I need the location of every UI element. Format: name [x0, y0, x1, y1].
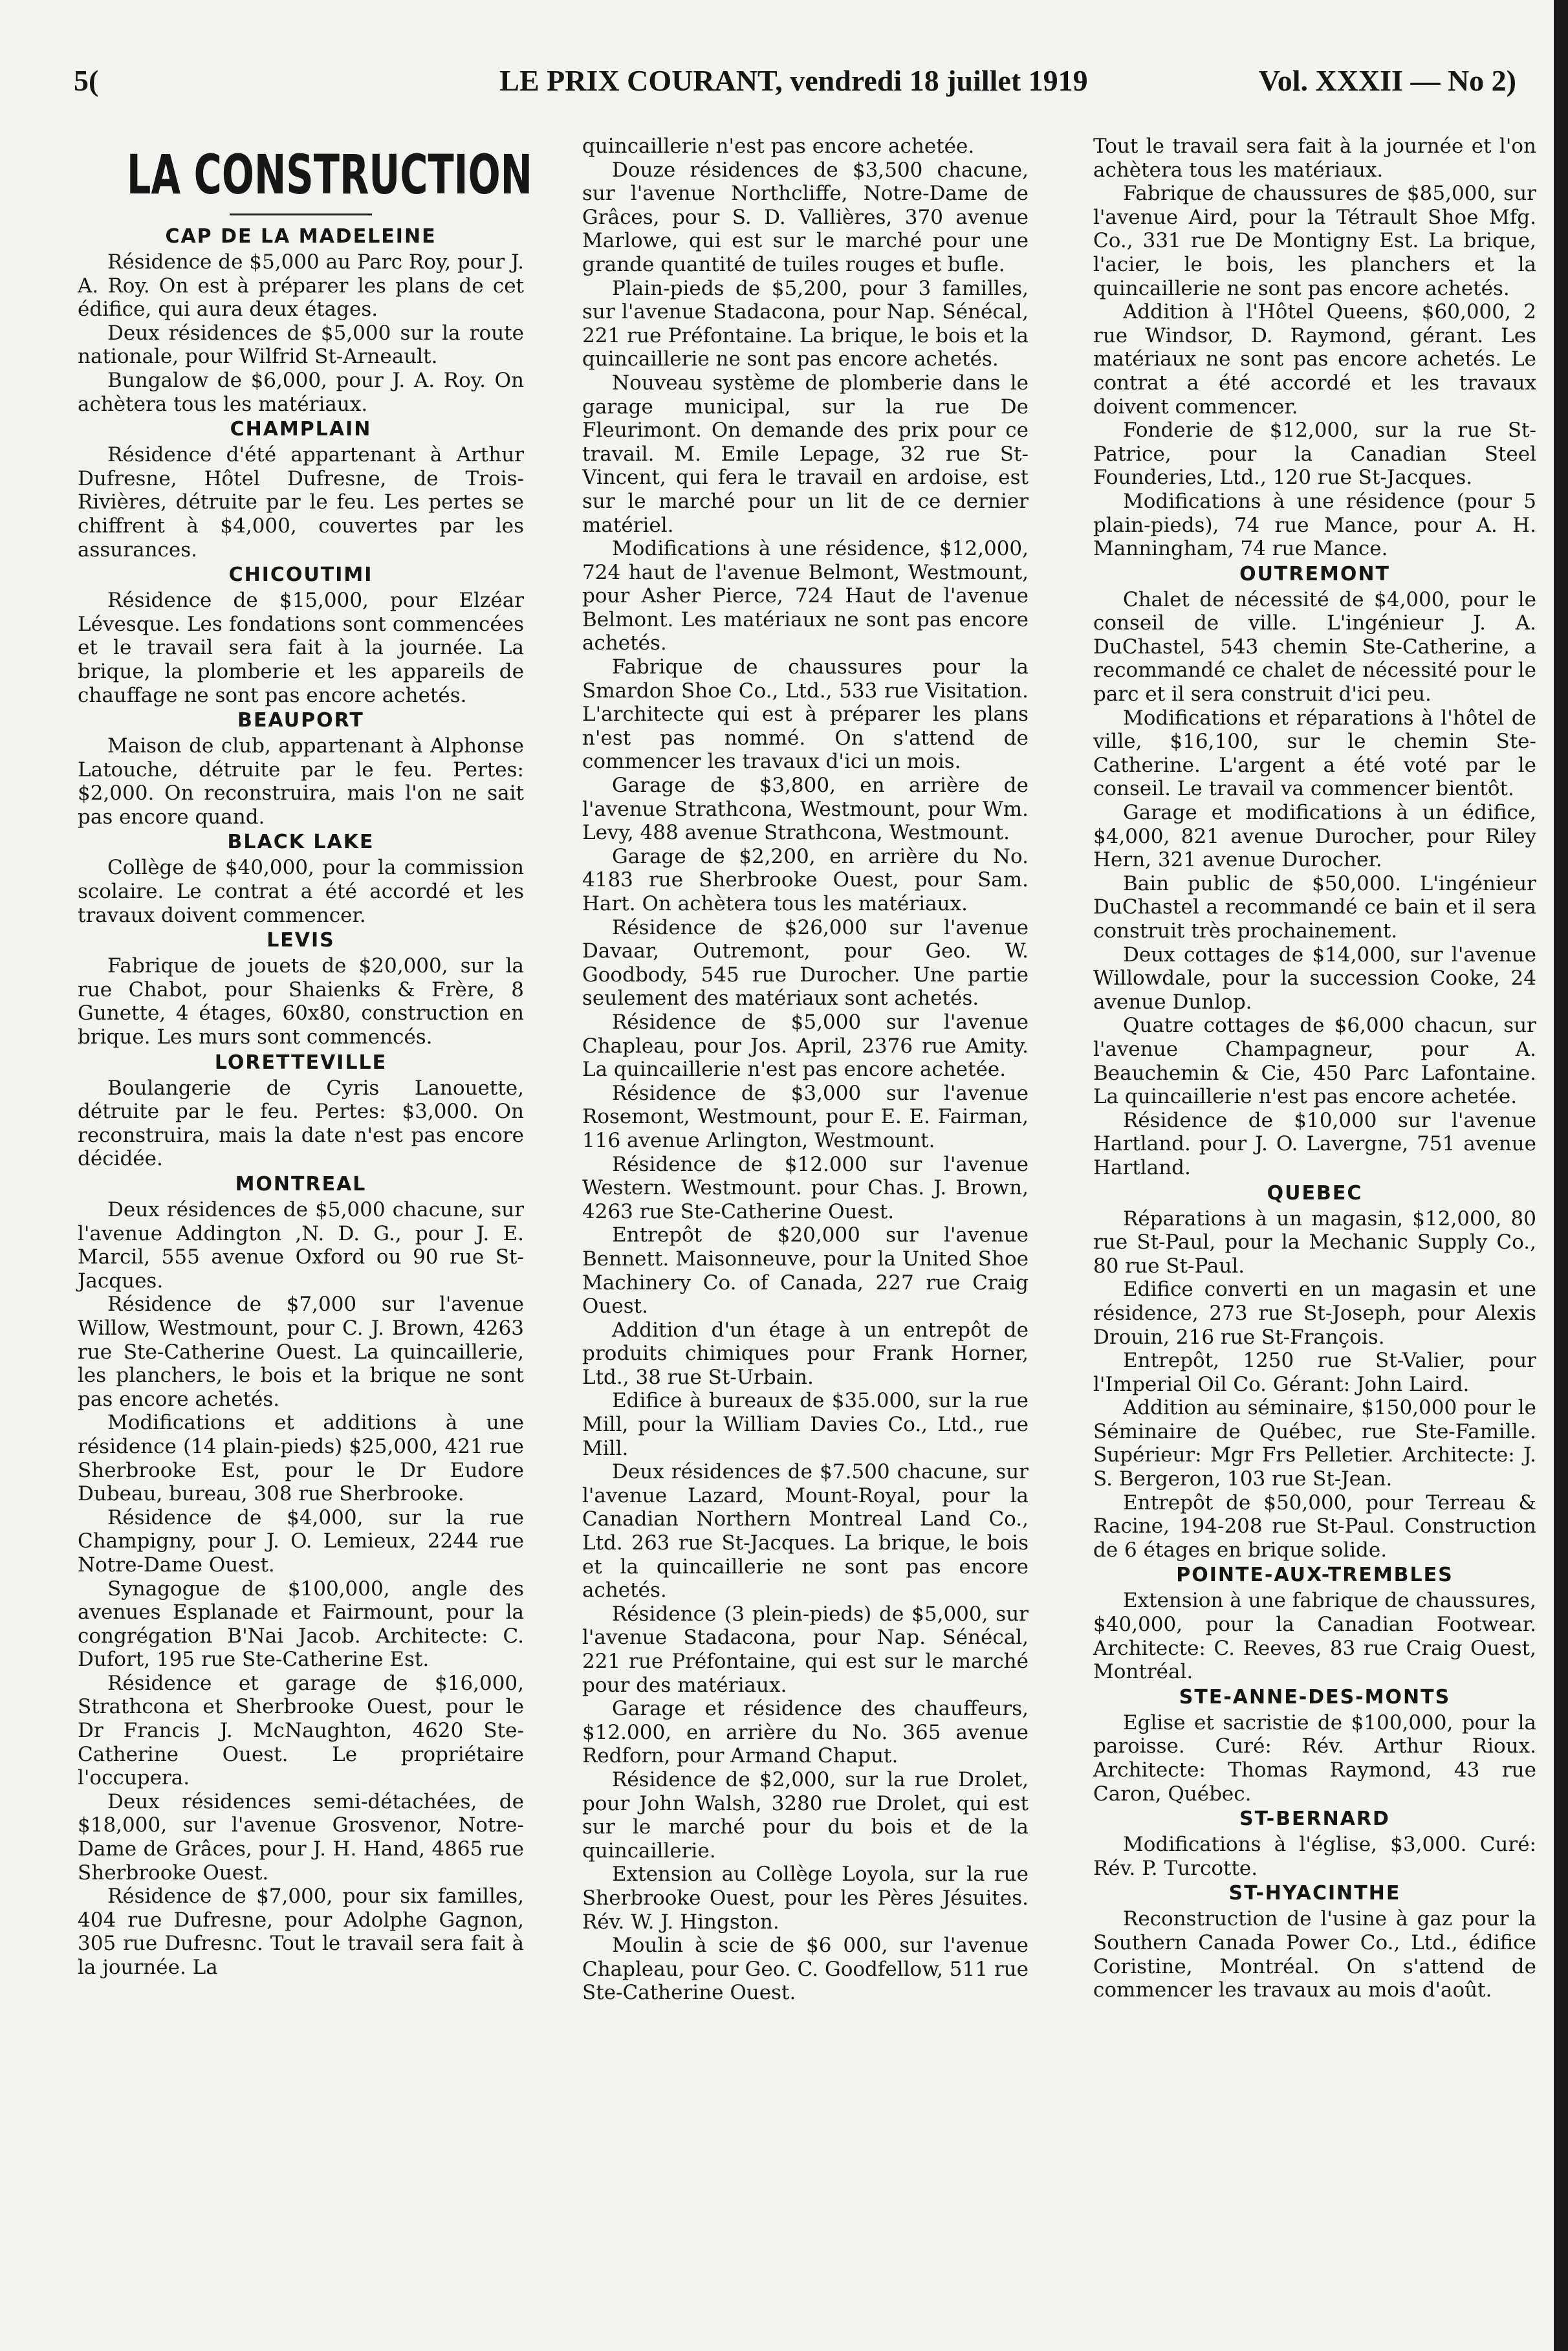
column-2 — [582, 135, 1029, 2005]
listing-paragraph: Entrepôt de $20,000 sur l'avenue Bennett. Maisonneuve, pour la United Shoe Machinery Co. of Canada, 227 rue Craig Ouest. — [582, 1223, 1029, 1318]
listing-paragraph: Edifice converti en un magasin et une résidence, 273 rue St-Joseph, pour Alexis Drouin, 216 rue St-François. — [1093, 1278, 1536, 1349]
listing-paragraph: Maison de club, appartenant à Alphonse Latouche, détruite par le feu. Pertes: $2,000. On reconstruira, mais l'on ne sait pas encore quand. — [78, 734, 524, 829]
listing-paragraph: Modifications à une résidence (pour 5 plain-pieds), 74 rue Mance, pour A. H. Manningham, 74 rue Mance. — [1093, 489, 1536, 561]
listing-paragraph: Modifications à l'église, $3,000. Curé: Rév. P. Turcotte. — [1093, 1833, 1536, 1880]
listing-paragraph: Modifications et additions à une résidence (14 plain-pieds) $25,000, 421 rue Sherbrooke Est, pour le Dr Eudore Dubeau, bureau, 308 rue Sherbrooke. — [78, 1411, 524, 1506]
place-heading: STE-ANNE-DES-MONTS — [1179, 1685, 1451, 1709]
listing-paragraph: Tout le travail sera fait à la journée et l'on achètera tous les matériaux. — [1093, 135, 1536, 182]
place-heading: ST-HYACINTHE — [1228, 1882, 1401, 1905]
listing-paragraph: Résidence de $5,000 sur l'avenue Chapleau, pour Jos. April, 2376 rue Amity. La quincaillerie n'est pas encore achetée. — [582, 1010, 1029, 1082]
newspaper-title: LE PRIX COURANT, vendredi 18 juillet 1919 — [499, 64, 1088, 97]
listing-paragraph: Synagogue de $100,000, angle des avenues Esplanade et Fairmount, pour la congrégation B'Nai Jacob. Architecte: C. Dufort, 195 rue Ste-Catherine Est. — [78, 1577, 524, 1672]
listing-paragraph: Entrepôt, 1250 rue St-Valier, pour l'Imperial Oil Co. Gérant: John Laird. — [1093, 1349, 1536, 1396]
listing-paragraph: Chalet de nécessité de $4,000, pour le conseil de ville. L'ingénieur J. A. DuChastel, 543 chemin Ste-Catherine, a recommandé ce chalet de nécessité pour le parc et il sera construit d'ici peu. — [1093, 587, 1536, 706]
place-heading: CHICOUTIMI — [228, 563, 373, 587]
listing-paragraph: Résidence de $3,000 sur l'avenue Rosemont, Westmount, pour E. E. Fairman, 116 avenue Arlington, Westmount. — [582, 1081, 1029, 1152]
listing-paragraph: Deux résidences de $5,000 chacune, sur l'avenue Addington ,N. D. G., pour J. E. Marcil, 555 avenue Oxford ou 90 rue St-Jacques. — [78, 1198, 524, 1293]
place-heading: CHAMPLAIN — [230, 418, 372, 441]
listing-paragraph: Réparations à un magasin, $12,000, 80 rue St-Paul, pour la Mechanic Supply Co., 80 rue St-Paul. — [1093, 1207, 1536, 1278]
listing-paragraph: Extension à une fabrique de chaussures, $40,000, pour la Canadian Footwear. Architecte: C. Reeves, 83 rue Craig Ouest, Montréal. — [1093, 1589, 1536, 1684]
listing-paragraph: Résidence d'été appartenant à Arthur Dufresne, Hôtel Dufresne, de Trois-Rivières, détruite par le feu. Les pertes se chiffrent à $4,000, couvertes par les assurances. — [78, 443, 524, 562]
title-rule — [230, 213, 372, 215]
listing-paragraph: Garage et modifications à un édifice, $4,000, 821 avenue Durocher, pour Riley Hern, 321 avenue Durocher. — [1093, 801, 1536, 872]
listing-paragraph: Résidence de $15,000, pour Elzéar Lévesque. Les fondations sont commencées et le travail sera fait à la journée. La brique, la plomberie et les appareils de chauffage ne sont pas encore achetés. — [78, 589, 524, 707]
listing-paragraph: Résidence de $7,000 sur l'avenue Willow, Westmount, pour C. J. Brown, 4263 rue Ste-Catherine Ouest. La quincaillerie, les planchers, le bois et la brique ne sont pas encore achetés. — [78, 1293, 524, 1411]
listing-paragraph: Addition au séminaire, $150,000 pour le Séminaire de Québec, rue Ste-Famille. Supérieur: Mgr Frs Pelletier. Architecte: J. S. Bergeron, 103 rue St-Jean. — [1093, 1396, 1536, 1491]
section-title: LA CONSTRUCTION — [126, 143, 533, 206]
volume-number: Vol. XXXII — No 2) — [1258, 64, 1516, 97]
listing-paragraph: Résidence (3 plein-pieds) de $5,000, sur l'avenue Stadacona, pour Nap. Sénécal, 221 rue Préfontaine, qui est sur le marché pour des matériaux. — [582, 1602, 1029, 1697]
listing-paragraph: Deux résidences semi-détachées, de $18,000, sur l'avenue Grosvenor, Notre-Dame de Grâces, pour J. H. Hand, 4865 rue Sherbrooke Ouest. — [78, 1789, 524, 1885]
listing-paragraph: Résidence et garage de $16,000, Strathcona et Sherbrooke Ouest, pour le Dr Francis J. McNaughton, 4620 Ste-Catherine Ouest. Le propriétaire l'occupera. — [78, 1671, 524, 1790]
listing-paragraph: Addition à l'Hôtel Queens, $60,000, 2 rue Windsor, D. Raymond, gérant. Les matériaux ne sont pas encore achetés. Le contrat a été accordé et les travaux doivent commencer. — [1093, 300, 1536, 419]
place-heading: BEAUPORT — [237, 709, 364, 732]
listing-paragraph: Garage de $3,800, en arrière de l'avenue Strathcona, Westmount, pour Wm. Levy, 488 avenue Strathcona, Westmount. — [582, 774, 1029, 845]
page-number: 5( — [74, 64, 99, 97]
listing-paragraph: Addition d'un étage à un entrepôt de produits chimiques pour Frank Horner, Ltd., 38 rue St-Urbain. — [582, 1318, 1029, 1389]
listing-paragraph: Fabrique de chaussures pour la Smardon Shoe Co., Ltd., 533 rue Visitation. L'architecte qui est à préparer les plans n'est pas nommé. On s'attend de commencer les travaux d'ici un mois. — [582, 655, 1029, 774]
listing-paragraph: Entrepôt de $50,000, pour Terreau & Racine, 194-208 rue St-Paul. Construction de 6 étages en brique solide. — [1093, 1491, 1536, 1562]
listing-paragraph: Résidence de $5,000 au Parc Roy, pour J. A. Roy. On est à préparer les plans de cet édifice, qui aura deux étages. — [78, 250, 525, 322]
listing-paragraph: Edifice à bureaux de $35.000, sur la rue Mill, pour la William Davies Co., Ltd., rue Mill. — [582, 1389, 1029, 1460]
listing-paragraph: Boulangerie de Cyris Lanouette, détruite par le feu. Pertes: $3,000. On reconstruira, mais la date n'est pas encore décidée. — [78, 1076, 524, 1171]
place-heading: LEVIS — [267, 929, 335, 952]
listing-paragraph: Eglise et sacristie de $100,000, pour la paroisse. Curé: Rév. Arthur Rioux. Architecte: Thomas Raymond, 43 rue Caron, Québec. — [1093, 1711, 1536, 1806]
listing-paragraph: Bain public de $50,000. L'ingénieur DuChastel a recommandé ce bain et il sera construit très prochainement. — [1093, 871, 1536, 943]
listing-paragraph: Deux résidences de $5,000 sur la route nationale, pour Wilfrid St-Arneault. — [78, 321, 524, 369]
column-1 — [78, 135, 533, 1980]
listing-paragraph: Reconstruction de l'usine à gaz pour la Southern Canada Power Co., Ltd., édifice Coristine, Montréal. On s'attend de commencer les travaux au mois d'août. — [1093, 1907, 1536, 2002]
listing-paragraph: Résidence de $12.000 sur l'avenue Western. Westmount. pour Chas. J. Brown, 4263 rue Ste-Catherine Ouest. — [582, 1152, 1029, 1223]
listing-paragraph: Bungalow de $6,000, pour J. A. Roy. On achètera tous les matériaux. — [78, 368, 524, 416]
listing-paragraph: Quatre cottages de $6,000 chacun, sur l'avenue Champagneur, pour A. Beauchemin & Cie, 450 Parc Lafontaine. La quincaillerie n'est pas encore achetée. — [1093, 1014, 1536, 1109]
place-heading: ST-BERNARD — [1239, 1808, 1390, 1831]
listing-paragraph: Résidence de $26,000 sur l'avenue Davaar, Outremont, pour Geo. W. Goodbody, 545 rue Durocher. Une partie seulement des matériaux sont achetés. — [582, 915, 1029, 1011]
listing-paragraph: quincaillerie n'est pas encore achetée. — [582, 135, 975, 158]
place-heading: OUTREMONT — [1239, 562, 1390, 585]
listing-paragraph: Résidence de $10,000 sur l'avenue Hartland. pour J. O. Lavergne, 751 avenue Hartland. — [1093, 1108, 1536, 1179]
place-heading: QUEBEC — [1267, 1181, 1363, 1205]
listing-paragraph: Fabrique de jouets de $20,000, sur la rue Chabot, pour Shaienks & Frère, 8 Gunette, 4 étages, 60x80, construction en brique. Les murs sont commencés. — [78, 954, 524, 1049]
page-header — [65, 50, 1523, 109]
scan-edge-bar — [1554, 0, 1568, 2351]
place-heading: CAP DE LA MADELEINE — [165, 225, 437, 248]
listing-paragraph: Collège de $40,000, pour la commission scolaire. Le contrat a été accordé et les travaux doivent commencer. — [78, 856, 524, 927]
listing-paragraph: Modifications et réparations à l'hôtel de ville, $16,100, sur le chemin Ste-Catherine. L'argent a été voté par le conseil. Le travail va commencer bientôt. — [1093, 706, 1536, 801]
listing-paragraph: Fonderie de $12,000, sur la rue St-Patrice, pour la Canadian Steel Founderies, Ltd., 120 rue St-Jacques. — [1093, 419, 1536, 490]
listing-paragraph: Extension au Collège Loyola, sur la rue Sherbrooke Ouest, pour les Pères Jésuites. Rév. W. J. Hingston. — [582, 1863, 1029, 1934]
listing-paragraph: Garage et résidence des chauffeurs, $12.000, en arrière du No. 365 avenue Redforn, pour Armand Chaput. — [582, 1697, 1029, 1768]
listing-paragraph: Nouveau système de plomberie dans le garage municipal, sur la rue De Fleurimont. On demande des prix pour ce travail. M. Emile Lepage, 32 rue St-Vincent, qui fera le travail en ardoise, est sur le marché pour un lit de ce dernier matériel. — [582, 371, 1029, 537]
listing-paragraph: Douze résidences de $3,500 chacune, sur l'avenue Northcliffe, Notre-Dame de Grâces, pour S. D. Vallières, 370 avenue Marlowe, qui est sur le marché pour une grande quantité de tuiles rouges et bufle. — [582, 158, 1029, 276]
listing-paragraph: Garage de $2,200, en arrière du No. 4183 rue Sherbrooke Ouest, pour Sam. Hart. On achètera tous les matériaux. — [582, 844, 1029, 915]
place-heading: BLACK LAKE — [227, 831, 375, 854]
listing-paragraph: Résidence de $2,000, sur la rue Drolet, pour John Walsh, 3280 rue Drolet, qui est sur le marché pour du bois et de la quincaillerie. — [582, 1767, 1029, 1863]
listing-paragraph: Deux résidences de $7.500 chacune, sur l'avenue Lazard, Mount-Royal, pour la Canadian Northern Montreal Land Co., Ltd. 263 rue St-Jacques. La brique, le bois et la quincaillerie ne sont pas encore achetés. — [582, 1460, 1029, 1602]
place-heading: LORETTEVILLE — [214, 1051, 387, 1074]
listing-paragraph: Moulin à scie de $6 000, sur l'avenue Chapleau, pour Geo. C. Goodfellow, 511 rue Ste-Catherine Ouest. — [582, 1934, 1029, 2005]
listing-paragraph: Résidence de $4,000, sur la rue Champigny, pour J. O. Lemieux, 2244 rue Notre-Dame Ouest. — [78, 1505, 524, 1577]
listing-paragraph: Fabrique de chaussures de $85,000, sur l'avenue Aird, pour la Tétrault Shoe Mfg. Co., 331 rue De Montigny Est. La brique, l'acier, le bois, les planchers et la quincaillerie ne sont pas encore achetés. — [1093, 182, 1536, 300]
listing-paragraph: Deux cottages de $14,000, sur l'avenue Willowdale, pour la succession Cooke, 24 avenue Dunlop. — [1093, 943, 1536, 1014]
listing-paragraph: Résidence de $7,000, pour six familles, 404 rue Dufresne, pour Adolphe Gagnon, 305 rue Dufresnc. Tout le travail sera fait à la journée. La — [78, 1885, 524, 1979]
listing-paragraph: Plain-pieds de $5,200, pour 3 familles, sur l'avenue Stadacona, pour Nap. Sénécal, 221 rue Préfontaine. La brique, le bois et la quincaillerie ne sont pas encore achetés. — [582, 276, 1029, 371]
place-heading: POINTE-AUX-TREMBLES — [1176, 1564, 1454, 1587]
listing-paragraph: Modifications à une résidence, $12,000, 724 haut de l'avenue Belmont, Westmount, pour Asher Pierce, 724 Haut de l'avenue Belmont. Les matériaux ne sont pas encore achetés. — [582, 537, 1029, 655]
column-3 — [1093, 135, 1536, 2002]
place-heading: MONTREAL — [235, 1173, 367, 1196]
